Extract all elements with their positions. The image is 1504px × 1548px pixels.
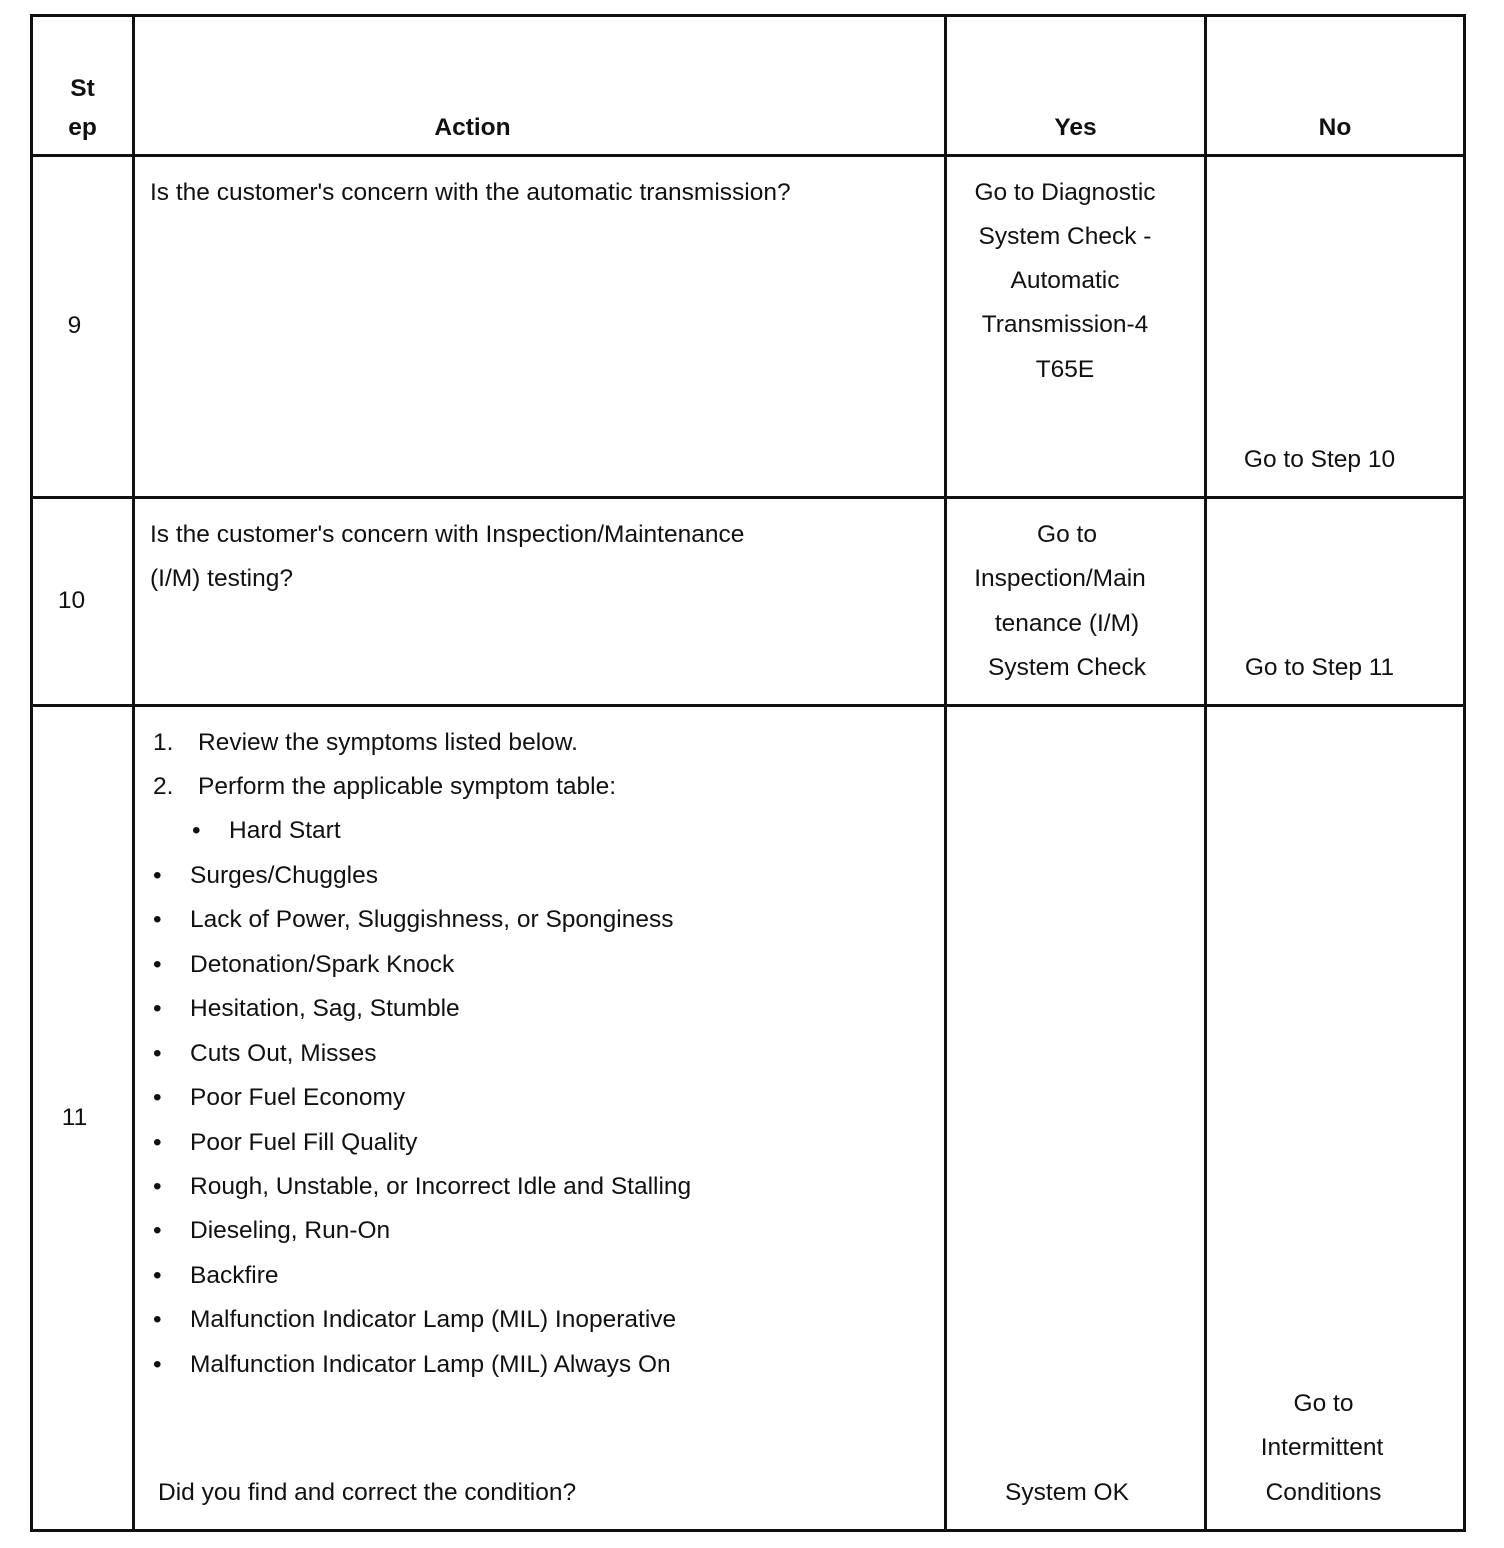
table-border-right [1463, 14, 1466, 1532]
yes-line: Inspection/Main [974, 565, 1146, 592]
symptom-item: Malfunction Indicator Lamp (MIL) Always On [190, 1351, 671, 1378]
symptom-item: Rough, Unstable, or Incorrect Idle and Stalling [190, 1173, 692, 1200]
action-text: (I/M) testing? [150, 565, 293, 592]
action-text: Is the customer's concern with Inspection/Maintenance [150, 521, 745, 548]
numbered-item: Perform the applicable symptom table: [198, 773, 617, 800]
header-yes: Yes [1054, 114, 1097, 141]
bullet-marker: • [153, 1262, 162, 1289]
bullet-marker: • [153, 1217, 162, 1244]
yes-text: System OK [1005, 1479, 1129, 1506]
bullet-marker: • [153, 1040, 162, 1067]
numbered-item: Review the symptoms listed below. [198, 729, 578, 756]
symptom-item: Cuts Out, Misses [190, 1040, 377, 1067]
table-border-bottom [30, 1529, 1466, 1532]
step-number-9: 9 [67, 312, 82, 339]
bullet-marker: • [192, 817, 201, 844]
header-no: No [1318, 114, 1352, 141]
table-border-top [30, 14, 1466, 17]
bullet-marker: • [153, 1173, 162, 1200]
symptom-item: Hard Start [229, 817, 341, 844]
bullet-marker: • [153, 862, 162, 889]
no-text: Go to Step 10 [1243, 446, 1396, 473]
yes-line: Transmission-4 [981, 311, 1149, 338]
yes-line: T65E [1035, 356, 1095, 383]
yes-line: Go to [1037, 521, 1097, 548]
column-divider [1204, 14, 1207, 1532]
bullet-marker: • [153, 906, 162, 933]
yes-line: tenance (I/M) [994, 610, 1140, 637]
symptom-item: Backfire [190, 1262, 279, 1289]
bullet-marker: • [153, 1129, 162, 1156]
bullet-marker: • [153, 951, 162, 978]
header-step-line1: St [70, 75, 95, 102]
numbered-marker: 1. [153, 729, 174, 756]
symptom-item: Malfunction Indicator Lamp (MIL) Inoperative [190, 1306, 677, 1333]
yes-line: System Check - [978, 223, 1152, 250]
symptom-item: Lack of Power, Sluggishness, or Sponginess [190, 906, 674, 933]
bullet-marker: • [153, 995, 162, 1022]
table-border-left [30, 14, 33, 1532]
diagnostic-table [30, 14, 1466, 1532]
no-line: Go to [1293, 1390, 1354, 1417]
symptom-item: Hesitation, Sag, Stumble [190, 995, 460, 1022]
step-number-10: 10 [57, 587, 86, 614]
no-text: Go to Step 11 [1244, 654, 1395, 681]
header-step-line2: ep [68, 114, 97, 141]
row-divider [30, 496, 1466, 499]
column-divider [132, 14, 135, 1532]
symptom-item: Surges/Chuggles [190, 862, 378, 889]
question-text: Did you find and correct the condition? [158, 1479, 577, 1506]
step-number-11: 11 [61, 1104, 88, 1131]
yes-line: System Check [988, 654, 1146, 681]
numbered-marker: 2. [153, 773, 174, 800]
row-divider [30, 704, 1466, 707]
symptom-item: Poor Fuel Economy [190, 1084, 406, 1111]
yes-line: Automatic [1010, 267, 1120, 294]
no-line: Conditions [1265, 1479, 1382, 1506]
action-text: Is the customer's concern with the automatic transmission? [150, 179, 791, 206]
symptom-item: Dieseling, Run-On [190, 1217, 391, 1244]
symptom-item: Detonation/Spark Knock [190, 951, 455, 978]
bullet-marker: • [153, 1084, 162, 1111]
bullet-marker: • [153, 1306, 162, 1333]
header-divider [30, 154, 1466, 157]
yes-line: Go to Diagnostic [974, 179, 1156, 206]
header-action: Action [434, 114, 511, 141]
no-line: Intermittent [1260, 1434, 1384, 1461]
bullet-marker: • [153, 1351, 162, 1378]
symptom-item: Poor Fuel Fill Quality [190, 1129, 418, 1156]
